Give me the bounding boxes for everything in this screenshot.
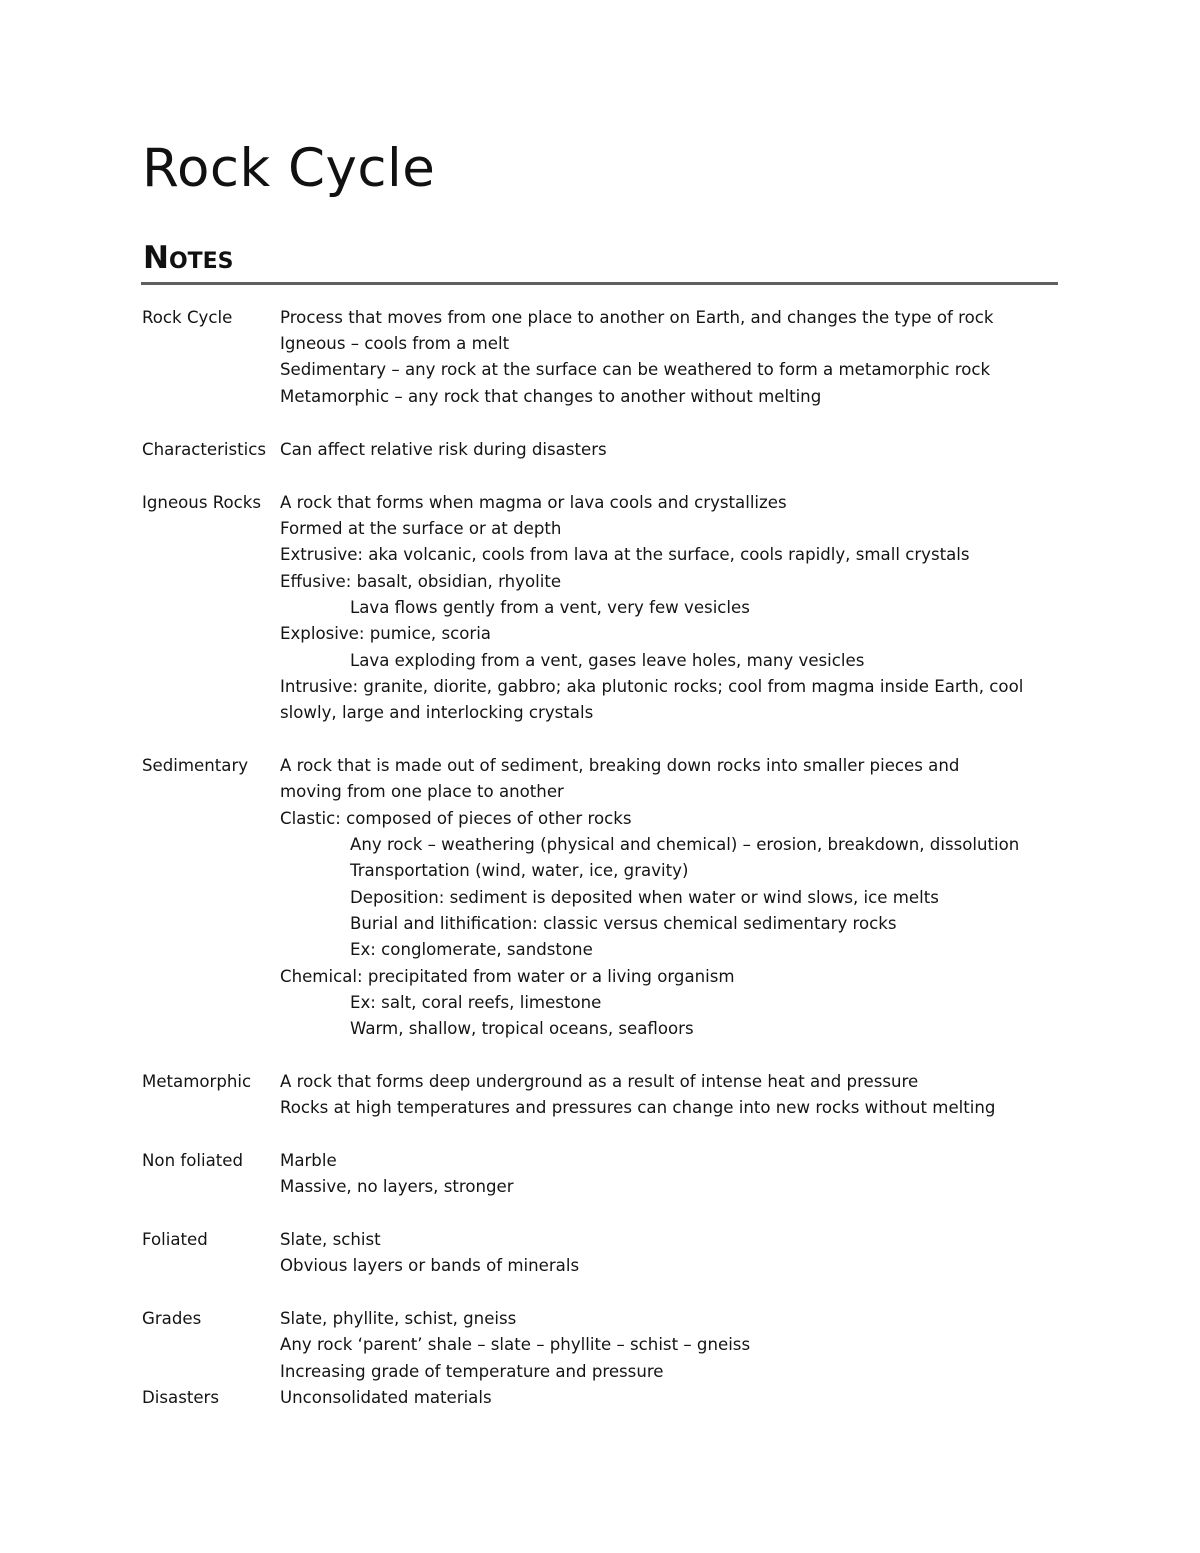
definition-line: Extrusive: aka volcanic, cools from lava at the surface, cools rapidly, small crystals: [280, 545, 970, 564]
definition-line: Rocks at high temperatures and pressures can change into new rocks without melting: [280, 1098, 996, 1117]
definition-line: A rock that is made out of sediment, breaking down rocks into smaller pieces and: [280, 756, 960, 775]
definition-line: Increasing grade of temperature and pressure: [280, 1362, 664, 1381]
term-rock-cycle: Rock Cycle: [142, 308, 233, 327]
definition-line: slowly, large and interlocking crystals: [280, 703, 594, 722]
definition-line: Slate, phyllite, schist, gneiss: [280, 1309, 517, 1328]
definition-line: moving from one place to another: [280, 782, 564, 801]
definition-line: Process that moves from one place to another on Earth, and changes the type of rock: [280, 308, 994, 327]
definition-line: Marble: [280, 1151, 337, 1170]
term-non-foliated: Non foliated: [142, 1151, 243, 1170]
document-title: Rock Cycle: [142, 138, 436, 199]
term-metamorphic: Metamorphic: [142, 1072, 252, 1091]
definition-line: Massive, no layers, stronger: [280, 1177, 514, 1196]
definition-subline: Warm, shallow, tropical oceans, seafloors: [350, 1019, 694, 1038]
definition-line: Clastic: composed of pieces of other rocks: [280, 809, 632, 828]
definition-line: Intrusive: granite, diorite, gabbro; aka plutonic rocks; cool from magma inside Earth, cool: [280, 677, 1024, 696]
term-grades: Grades: [142, 1309, 202, 1328]
term-sedimentary: Sedimentary: [142, 756, 249, 775]
definition-line: Obvious layers or bands of minerals: [280, 1256, 580, 1275]
definition-line: Explosive: pumice, scoria: [280, 624, 491, 643]
term-disasters: Disasters: [142, 1388, 220, 1407]
term-igneous-rocks: Igneous Rocks: [142, 493, 262, 512]
definition-line: Sedimentary – any rock at the surface can be weathered to form a metamorphic rock: [280, 360, 991, 379]
definition-line: Metamorphic – any rock that changes to another without melting: [280, 387, 822, 406]
definition-line: Effusive: basalt, obsidian, rhyolite: [280, 572, 562, 591]
definition-line: Igneous – cools from a melt: [280, 334, 510, 353]
heading-rule: [141, 282, 1058, 285]
definition-line: Can affect relative risk during disasters: [280, 440, 607, 459]
definition-subline: Burial and lithification: classic versus chemical sedimentary rocks: [350, 914, 897, 933]
term-foliated: Foliated: [142, 1230, 208, 1249]
definition-line: Unconsolidated materials: [280, 1388, 492, 1407]
definition-line: Slate, schist: [280, 1230, 381, 1249]
definition-subline: Ex: salt, coral reefs, limestone: [350, 993, 602, 1012]
definition-subline: Ex: conglomerate, sandstone: [350, 940, 593, 959]
definition-line: Any rock ‘parent’ shale – slate – phyllite – schist – gneiss: [280, 1335, 751, 1354]
definition-subline: Deposition: sediment is deposited when water or wind slows, ice melts: [350, 888, 939, 907]
definition-subline: Any rock – weathering (physical and chemical) – erosion, breakdown, dissolution: [350, 835, 1020, 854]
definition-line: Formed at the surface or at depth: [280, 519, 562, 538]
definition-subline: Transportation (wind, water, ice, gravity): [350, 861, 689, 880]
definition-line: Chemical: precipitated from water or a living organism: [280, 967, 735, 986]
definition-line: A rock that forms deep underground as a result of intense heat and pressure: [280, 1072, 919, 1091]
notes-heading: Notes: [143, 240, 234, 276]
definition-line: A rock that forms when magma or lava cools and crystallizes: [280, 493, 787, 512]
term-characteristics: Characteristics: [142, 440, 267, 459]
definition-subline: Lava exploding from a vent, gases leave holes, many vesicles: [350, 651, 865, 670]
definition-subline: Lava flows gently from a vent, very few vesicles: [350, 598, 750, 617]
